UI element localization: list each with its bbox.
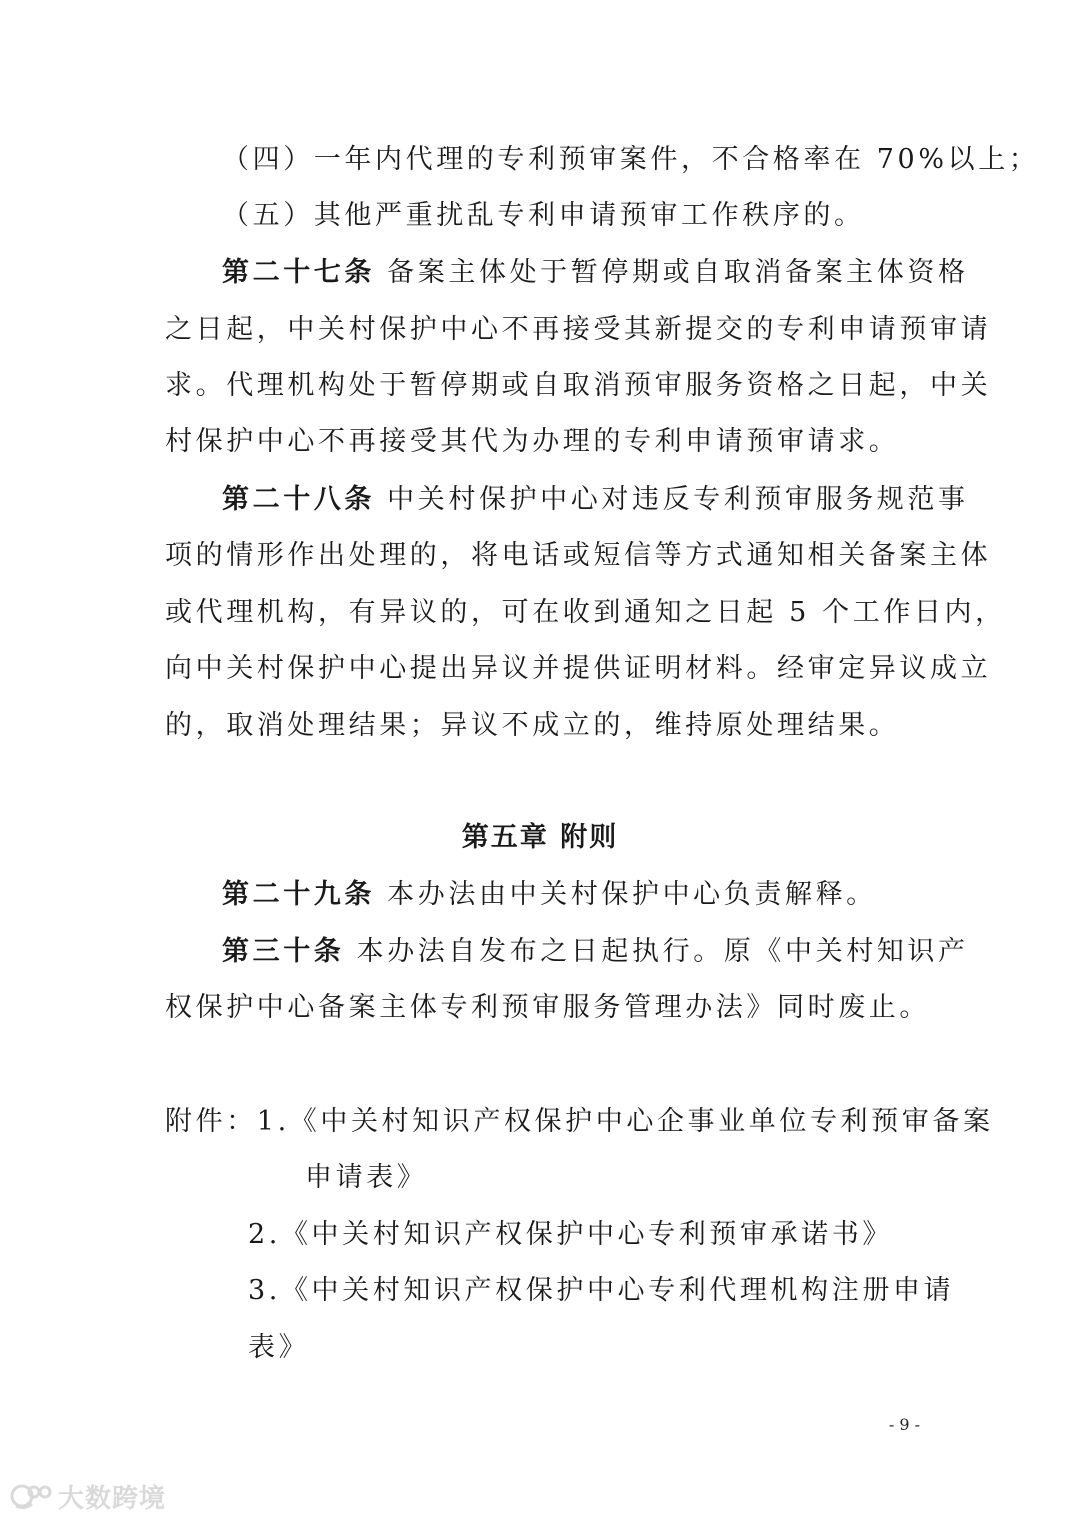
article-28-line-5: 的，取消处理结果；异议不成立的，维持原处理结果。: [165, 710, 900, 741]
article-28-line-3: 或代理机构，有异议的，可在收到通知之日起 5 个工作日内，: [165, 597, 1006, 628]
attachment-1-line-1: 附件：1.《中关村知识产权保护中心企事业单位专利预审备案: [165, 1106, 994, 1137]
article-28-line-1: [222, 480, 969, 520]
article-27-line-1: [222, 253, 969, 293]
article-28-heading: 第二十八条: [222, 484, 375, 515]
attachment-1-line-2: 申请表》: [305, 1162, 428, 1193]
article-30-line-1: [222, 932, 969, 972]
attachment-3-line-2: 表》: [248, 1332, 310, 1363]
article-27-heading: 第二十七条: [222, 257, 375, 288]
attachment-2: 2.《中关村知识产权保护中心专利预审承诺书》: [248, 1219, 893, 1250]
article-29-text: 本办法由中关村保护中心负责解释。: [375, 879, 877, 910]
article-29-heading: 第二十九条: [222, 879, 375, 910]
article-27-line-3: 求。代理机构处于暂停期或自取消预审服务资格之日起，中关: [165, 370, 992, 401]
article-28-line-2: 项的情形作出处理的，将电话或短信等方式通知相关备案主体: [165, 540, 992, 571]
page-number: - 9 -: [888, 1415, 920, 1434]
item-four: （四）一年内代理的专利预审案件，不合格率在 70%以上；: [222, 144, 1040, 175]
watermark-text: 大数跨境: [58, 1483, 167, 1514]
article-28-line-4: 向中关村保护中心提出异议并提供证明材料。经审定异议成立: [165, 653, 992, 684]
article-30-text: 本办法自发布之日起执行。原《中关村知识产: [344, 936, 969, 967]
watermark: [10, 1478, 166, 1514]
brand-logo-icon: [10, 1480, 54, 1512]
article-29-line-1: [222, 875, 917, 915]
chapter-heading: 第五章 附则: [461, 822, 619, 853]
article-27-line-4: 村保护中心不再接受其代为办理的专利申请预审请求。: [165, 426, 900, 457]
item-five: （五）其他严重扰乱专利申请预审工作秩序的。: [222, 200, 865, 231]
article-30-heading: 第三十条: [222, 936, 345, 967]
article-27-line-2: 之日起，中关村保护中心不再接受其新提交的专利申请预审请: [165, 314, 992, 345]
article-30-line-2: 权保护中心备案主体专利预审服务管理办法》同时废止。: [165, 992, 930, 1023]
attachment-3-line-1: 3.《中关村知识产权保护中心专利代理机构注册申请: [248, 1275, 955, 1306]
article-27-text: 备案主体处于暂停期或自取消备案主体资格: [375, 257, 969, 288]
article-28-text: 中关村保护中心对违反专利预审服务规范事: [375, 484, 969, 515]
